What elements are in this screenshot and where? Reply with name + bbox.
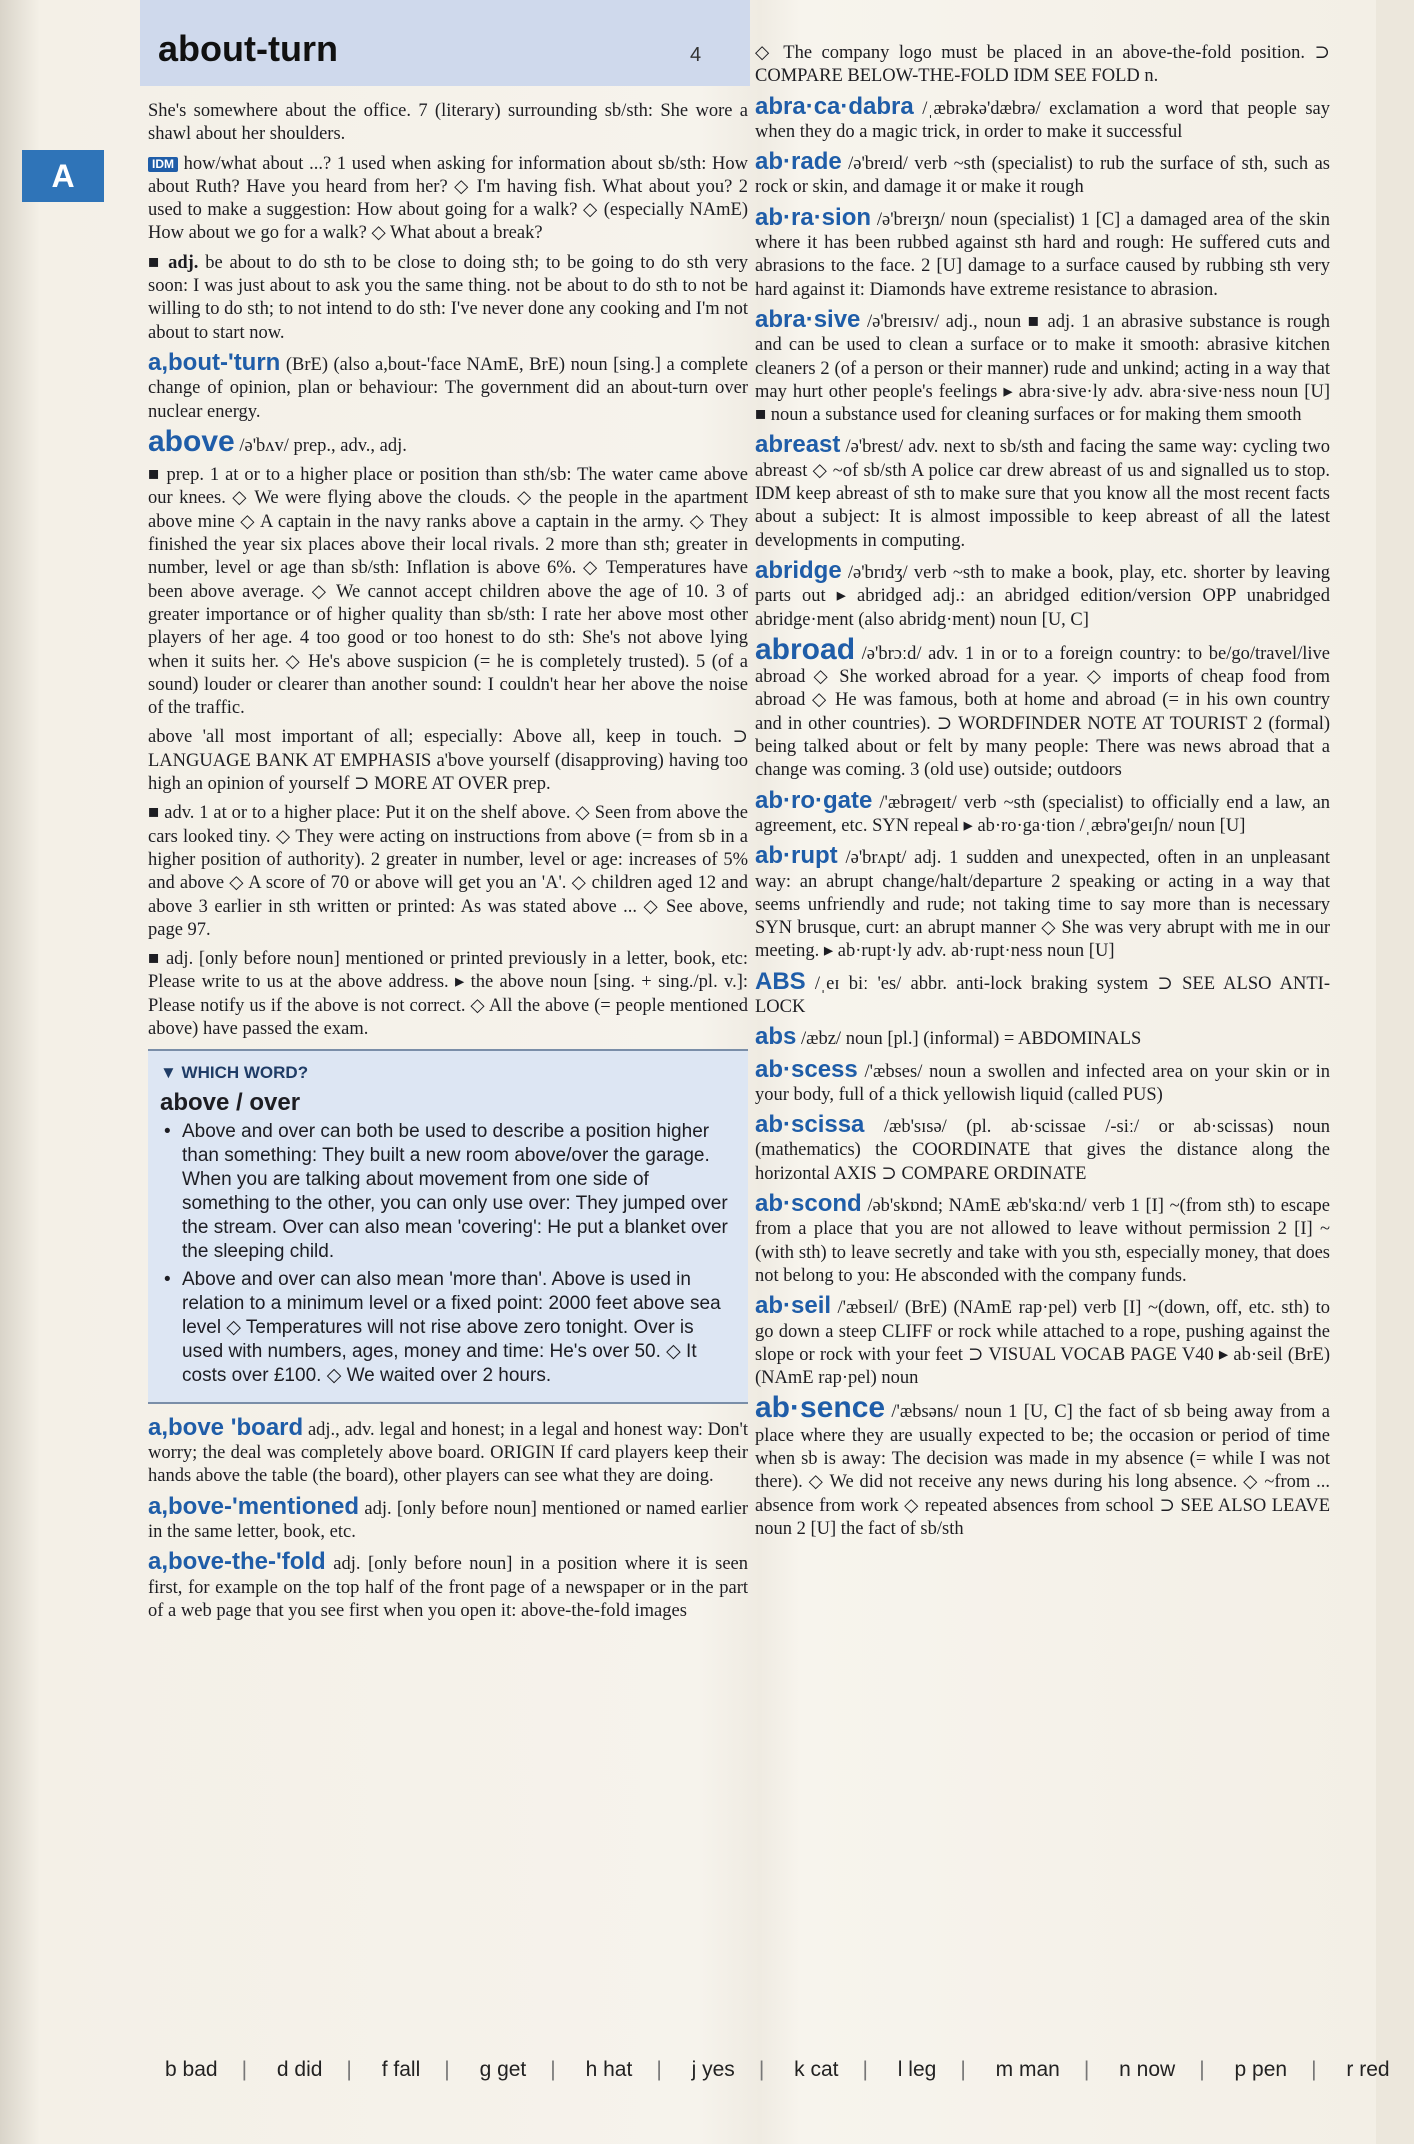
entry-above-mentioned [148, 1492, 749, 1545]
entry-text: /ə'brest/ adv. next to sb/sth and facing the same way: cycling two abreast ◇ ~of sb/sth A police car drew abreast of us and signalled us to stop. IDM keep abreast of sth to make sure that you know all the most recent facts about a subject: It is almost impossible to keep abreast of all the latest developments in computing. [755, 437, 1330, 551]
entry-text: /'æbseɪl/ (BrE) (NAmE rap·pel) verb [I] ~(down, off, etc. sth) to go down a steep CLIFF or rock while attached to a rope, pushing against the slope or rock with your feet ⊃ VISUAL VOCAB PAGE V40 ▸ ab·seil (BrE) (NAmE rap·pel) noun [755, 1298, 1331, 1389]
sense-adv: ■ adv. 1 at or to a higher place: Put it on the shelf above. ◇ Seen from above the cars looked tiny. ◇ They were acting on instructions from above (= from sb in a higher position of authority). 2 greater in number, level or age: increases of 5% and above ◇ A score of 70 or above will get you an 'A'. ◇ children aged 12 and above 3 earlier in sth written or printed: As was stated above ... ◇ See above, page 97. [148, 803, 748, 940]
sense-adj: ■ adj. [only before noun] mentioned or printed previously in a letter, book, etc: Please write to us at the above address. ▸ the above noun [sing. + sing./pl. v.]: Please notify us if the above is not correct. ◇ All the above (= people mentioned above) have passed the exam. [148, 949, 748, 1039]
which-word-item: • Above and over can both be used to describe a position higher than something: They built a new room above/over the garage. When you are talking about movement from one side of something to the other, you can only use over: They jumped over the stream. Over can also mean 'covering': He put a blanket over the sleeping child. [182, 1120, 736, 1264]
entry-text: /'æbrəgeɪt/ verb ~sth (specialist) to officially end a law, an agreement, etc. SYN repeal ▸ ab·ro·ga·tion /ˌæbrə'geɪʃn/ noun [U] [755, 792, 1331, 836]
idm-badge: IDM [148, 157, 178, 172]
key-item: k cat [794, 2058, 839, 2081]
headword: a,bove 'board [148, 1413, 304, 1441]
entry-abroad [755, 632, 1330, 783]
page-number: 4 [690, 44, 702, 66]
headword: a,bove-the-'fold [148, 1548, 326, 1576]
entry-above [148, 424, 748, 458]
headword: ab·rade [755, 148, 842, 176]
entry-abscissa [755, 1113, 1330, 1186]
which-word-heading: ▼ WHICH WORD? [160, 1063, 309, 1083]
running-headword: about-turn [158, 28, 338, 69]
headword: ab·rupt [755, 842, 838, 870]
key-item: m man [995, 2058, 1060, 2081]
divider: | [656, 2058, 662, 2081]
divider: | [444, 2058, 450, 2081]
entry-abscond [755, 1192, 1330, 1288]
headword: ab·scond [755, 1190, 862, 1218]
headword: ab·scissa [755, 1111, 865, 1139]
entry-text: /əb'skɒnd; NAmE æb'skɑːnd/ verb 1 [I] ~(from sth) to escape from a place that you are not allowed to leave without permission 2 [I] ~(with sth) to leave secretly and take with you sth, especially money, that does not belong to you: He absconded with the company funds. [755, 1196, 1330, 1286]
divider: | [960, 2058, 966, 2081]
divider: | [758, 2058, 765, 2081]
right-column [755, 42, 1330, 1547]
entry-abridge [755, 556, 1331, 632]
headword: abroad [755, 632, 856, 666]
entry-abrogate [755, 786, 1331, 839]
entry-text: /ə'brʌpt/ adj. 1 sudden and unexpected, often in an unpleasant way: an abrupt change/halt/departure 2 speaking or acting in a way that seems unfriendly and rude; not taking time to say more than is necessary SYN brusque, curt: an abrupt manner ◇ She was very abrupt with me in our meeting. ▸ ab·rupt·ly adv. ab·rupt·ness noun [U] [755, 848, 1331, 962]
divider: | [1199, 2058, 1205, 2081]
divider: | [346, 2058, 352, 2081]
entry-text: /ə'breɪsɪv/ adj., noun ■ adj. 1 an abrasive substance is rough and can be used to clean a surface or to make it smooth: abrasive kitchen cleaners 2 (of a person or their manner) rude and unkind; acting in a way that may hurt other people's feelings ▸ abra·sive·ly adv. abra·sive·ness noun [U] ■ noun a substance used for cleaning surfaces or for making them smooth [755, 311, 1330, 426]
entry-text: (BrE) (also a,bout-'face NAmE, BrE) noun [sing.] a complete change of opinion, plan or behaviour: The government did an about-turn over nuclear energy. [148, 354, 748, 422]
key-item: p pen [1234, 2058, 1288, 2081]
pos-label: ■ adj. [148, 252, 199, 273]
entry-text: adj. [only before noun] in a position where it is seen first, for example on the top half of the front page of a newspaper or in the part of a web page that you see first when you open it: above-the-fold images [148, 1554, 749, 1621]
entry-abreast [755, 433, 1330, 552]
headword: ab·sence [755, 1391, 886, 1425]
entry-above-the-fold [148, 1550, 748, 1623]
entry-idiom [148, 153, 748, 246]
divider: | [1083, 2058, 1090, 2081]
divider: | [1311, 2058, 1317, 2081]
entry-abracadabra [755, 92, 1330, 145]
headword: ab·seil [755, 1292, 832, 1320]
entry-text: adj., adv. legal and honest; in a legal and honest way: Don't worry; the deal was completely above board. ORIGIN If card players keep their hands above the table (the board), other players can see what they are doing. [148, 1419, 749, 1487]
headword: a,bove-'mentioned [148, 1492, 360, 1520]
headword: above [148, 424, 235, 458]
headword: abreast [755, 431, 841, 459]
pronunciation-key-footer [165, 2058, 1390, 2082]
entry-text: /'æbses/ noun a swollen and infected area on your skin or in your body, full of a thick yellowish liquid (called PUS) [755, 1061, 1330, 1105]
key-item: b bad [165, 2058, 218, 2081]
entry-text: /'æbsəns/ noun 1 [U, C] the fact of sb being away from a place where they are usually expected to be; the occasion or period of time when sb is away: The decision was made in my absence (= while I was not there). ◇ We did not receive any news during his long absence. ◇ ~from ... absence from work ◇ repeated absences from school ⊃ SEE ALSO LEAVE noun 2 [U] the fact of sb/sth [755, 1402, 1330, 1539]
entry-abs [755, 1025, 1330, 1051]
entry-text: /ə'breɪʒn/ noun (specialist) 1 [C] a damaged area of the skin where it has been rubbed against sth hard and rough: He suffered cuts and abrasions to the face. 2 [U] damage to a surface caused by rubbing sth very hard against it: Diamonds have extreme resistance to abrasion. [755, 209, 1330, 300]
left-column [148, 100, 748, 1629]
headword: ab·ra·sion [755, 203, 872, 231]
headword: ABS [755, 967, 806, 995]
key-item: g get [479, 2058, 527, 2081]
key-item: h hat [585, 2058, 633, 2081]
entry-abrade [755, 150, 1330, 200]
divider: | [241, 2058, 248, 2081]
entry-abrasion [755, 203, 1330, 302]
entry-abrupt [755, 844, 1330, 963]
divider: | [862, 2058, 868, 2081]
entry-text: She's somewhere about the office. 7 (literary) surrounding sb/sth: She wore a shawl about her shoulders. [148, 101, 748, 145]
headword: ab·scess [755, 1055, 858, 1083]
thumb-index-letter[interactable]: A [22, 150, 104, 202]
entry-text: ◇ The company logo must be placed in an above-the-fold position. ⊃ COMPARE BELOW-THE-FOLD IDM SEE FOLD n. [755, 43, 1330, 87]
entry-text: be about to do sth to be close to doing sth; to be going to do sth very soon: I was just about to ask you the same thing. not be about to do sth to not be willing to do sth; to not intend to do sth: I've never done any cooking and I'm not about to start now. [148, 252, 748, 343]
entry-text: /ə'brɔːd/ adv. 1 in or to a foreign country: to be/go/travel/live abroad ◇ She worked abroad for a year. ◇ imports of cheap food from abroad ◇ He was famous, both at home and abroad (= in his own country and in other countries). ⊃ WORDFINDER NOTE AT TOURIST 2 (formal) being talked about or felt by many people: There was news abroad that a change was coming. 3 (old use) outside; outdoors [755, 643, 1330, 781]
pronunciation: /ə'bʌv/ prep., adv., adj. [239, 435, 407, 456]
entry-above-board [148, 1413, 749, 1489]
entry-abseil [755, 1294, 1330, 1390]
entry-abs-abbr [755, 967, 1331, 1020]
key-item: n now [1119, 2058, 1176, 2081]
which-word-item: • Above and over can also mean 'more than'. Above is used in relation to a minimum level or a fixed point: 2000 feet above sea level ◇ Temperatures will not rise above zero tonight. Over is used with numbers, ages, money and time: He's over 50. ◇ It costs over £100. ◇ We waited over 2 hours. [182, 1268, 736, 1388]
sense-prep: ■ prep. 1 at or to a higher place or position than sth/sb: The water came above our knees. ◇ We were flying above the clouds. ◇ the people in the apartment above mine ◇ A captain in the navy ranks above a captain in the army. ◇ They finished the year six places above their local rivals. 2 more than sth; greater in number, level or age than sb/sth: Inflation is above 6%. ◇ Temperatures have been above average. ◇ We cannot accept children above the age of 10. 3 of greater importance or of higher quality than sb/sth: I rate her above most other players of her age. 4 too good or too honest to do sth: She's not above lying when it suits her. ◇ He's above suspicion (= he is completely trusted). 5 (of a sound) louder or clearer than another sound: I couldn't hear her above the noise of the traffic. [148, 465, 748, 719]
entry-text: /ə'breɪd/ verb ~sth (specialist) to rub the surface of sth, such as rock or skin, and damage it or make it rough [755, 154, 1330, 198]
entry-text: /æbz/ noun [pl.] (informal) = ABDOMINALS [800, 1029, 1142, 1050]
headword: abs [755, 1023, 797, 1051]
entry-pos [148, 252, 748, 345]
headword: a,bout-'turn [148, 348, 281, 376]
entry-absence [755, 1391, 1330, 1541]
headword: abra·ca·dabra [755, 92, 914, 120]
entry-text: adj. [only before noun] mentioned or named earlier in the same letter, book, etc. [148, 1498, 749, 1543]
key-item: l leg [897, 2058, 937, 2081]
entry-text: /æb'sɪsə/ (pl. ab·scissae /-siː/ or ab·scissas) noun (mathematics) the COORDINATE that gives the distance along the horizontal AXIS ⊃ COMPARE ORDINATE [755, 1117, 1330, 1184]
which-word-box [148, 1049, 748, 1404]
sense-idiom: above 'all most important of all; especially: Above all, keep in touch. ⊃ LANGUAGE BANK AT EMPHASIS a'bove yourself (disapproving) having too high an opinion of yourself ⊃ MORE AT OVER prep. [148, 727, 748, 795]
entry-abrasive [755, 305, 1330, 427]
headword: ab·ro·gate [755, 786, 873, 814]
entry-text: /ˌæbrəkə'dæbrə/ exclamation a word that people say when they do a magic trick, in order to make it successful [755, 98, 1330, 142]
key-item: d did [276, 2058, 323, 2081]
entry-text: how/what about ...? 1 used when asking for information about sb/sth: How about Ruth? Have you heard from her? ◇ I'm having fish. What about you? 2 used to make a suggestion: How about going for a walk? ◇ (especially NAmE) How about we go for a walk? ◇ What about a break? [148, 153, 749, 244]
key-item: r red [1346, 2058, 1390, 2081]
key-item: j yes [691, 2058, 735, 2081]
entry-about-turn [148, 348, 748, 424]
entry-text: /ə'brɪdʒ/ verb ~sth to make a book, play, etc. shorter by leaving parts out ▸ abridged adj.: an abridged edition/version OPP unabridged abridge·ment (also abridg·ment) noun [U, C] [755, 562, 1331, 630]
entry-abscess [755, 1055, 1330, 1108]
headword: abra·sive [755, 305, 861, 333]
which-word-title: above / over [160, 1088, 301, 1116]
key-item: f fall [381, 2058, 421, 2081]
entry-text: /ˌeɪ biː 'es/ abbr. anti-lock braking system ⊃ SEE ALSO ANTI-LOCK [755, 973, 1331, 1017]
divider: | [550, 2058, 556, 2081]
headword: abridge [755, 556, 842, 584]
